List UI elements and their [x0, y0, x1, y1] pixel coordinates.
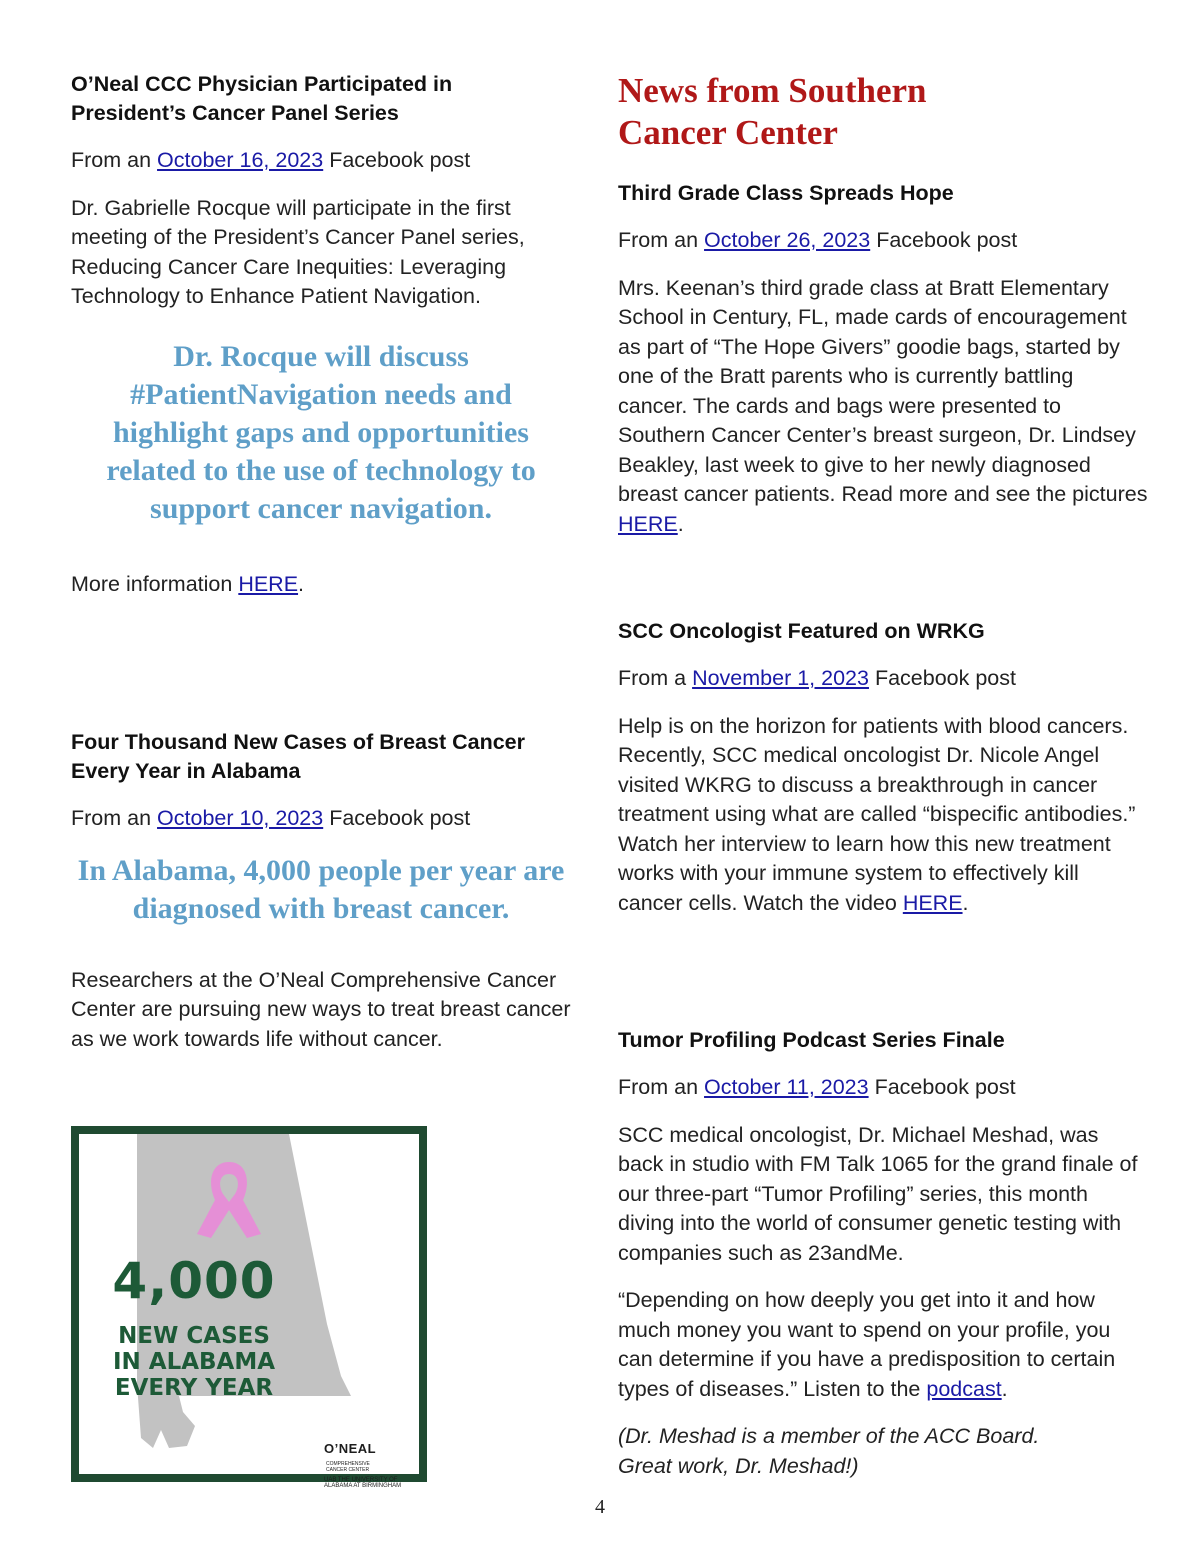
source-date-link[interactable]: October 10, 2023	[157, 806, 324, 830]
article-note: (Dr. Meshad is a member of the ACC Board. Great work, Dr. Meshad!)	[618, 1424, 1040, 1478]
article-podcast	[618, 1026, 1148, 1481]
pull-quote: Dr. Rocque will discuss #PatientNavigation needs and highlight gaps and opportunities related to the use of technology to support cancer navigation.	[106, 339, 536, 525]
watch-video-link[interactable]: HERE	[902, 890, 963, 915]
article-source: From a November 1, 2023 Facebook post	[618, 666, 1016, 690]
section-title: News from Southern Cancer Center	[618, 71, 927, 152]
article-third-grade	[618, 179, 1148, 539]
breast-cancer-infographic	[71, 1126, 427, 1489]
article-body: Help is on the horizon for patients with blood cancers. Recently, SCC medical oncologist Dr. Nicole Angel visited WKRG to discuss a breakthrough in cancer treatment using what are called “bispecific antibodies.” Watch her interview to learn how this new treatment works with your immune system to effectively kill cancer cells. Watch the video HERE.	[618, 713, 1136, 915]
source-date-link[interactable]: October 11, 2023	[704, 1075, 869, 1099]
article-body: SCC medical oncologist, Dr. Michael Meshad, was back in studio with FM Talk 1065 for the grand finale of our three-part “Tumor Profiling” series, this month diving into the world of consumer genetic testing with companies such as 23andMe.	[618, 1122, 1138, 1265]
more-info-link[interactable]: HERE	[238, 571, 299, 596]
oneal-logo: O’NEAL COMPREHENSIVE CANCER CENTER UAB THE UNIVERSITY OF ALABAMA AT BIRMINGHAM	[324, 1441, 402, 1489]
article-rocque	[71, 70, 571, 599]
article-body: Researchers at the O’Neal Comprehensive Cancer Center are pursuing new ways to treat breast cancer as we work towards life without cancer.	[71, 967, 571, 1051]
article-source: From an October 26, 2023 Facebook post	[618, 228, 1018, 252]
article-title: Four Thousand New Cases of Breast Cancer Every Year in Alabama	[71, 730, 525, 783]
infographic-line: EVERY YEAR	[114, 1375, 274, 1401]
pull-quote: In Alabama, 4,000 people per year are diagnosed with breast cancer.	[77, 853, 565, 925]
article-source: From an October 16, 2023 Facebook post	[71, 148, 471, 172]
source-date-link[interactable]: November 1, 2023	[692, 666, 869, 690]
podcast-link[interactable]: podcast	[926, 1376, 1002, 1401]
infographic-number: 4,000	[112, 1252, 276, 1310]
article-quote: “Depending on how deeply you get into it and how much money you want to spend on your profile, you can determine if you have a predisposition to certain types of diseases.” Listen to the podcast.	[618, 1288, 1116, 1401]
article-title: O’Neal CCC Physician Participated in President’s Cancer Panel Series	[71, 72, 453, 125]
article-source: From an October 10, 2023 Facebook post	[71, 806, 471, 830]
source-date-link[interactable]: October 26, 2023	[704, 228, 871, 252]
more-info: More information HERE.	[71, 571, 305, 596]
page-number: 4	[595, 1496, 605, 1518]
article-title: Tumor Profiling Podcast Series Finale	[618, 1028, 1005, 1052]
article-title: Third Grade Class Spreads Hope	[618, 181, 954, 205]
read-more-link[interactable]: HERE	[618, 511, 678, 536]
article-source: From an October 11, 2023 Facebook post	[618, 1075, 1016, 1099]
article-body: Dr. Gabrielle Rocque will participate in the first meeting of the President’s Cancer Panel series, Reducing Cancer Care Inequities: Leveraging Technology to Enhance Patient Navigation.	[71, 195, 525, 308]
article-title: SCC Oncologist Featured on WRKG	[618, 619, 985, 643]
infographic-line: NEW CASES	[118, 1323, 270, 1349]
article-body: Mrs. Keenan’s third grade class at Bratt Elementary School in Century, FL, made cards of encouragement as part of “The Hope Givers” goodie bags, started by one of the Bratt parents who is currently battling cancer. The cards and bags were presented to Southern Cancer Center’s breast surgeon, Dr. Lindsey Beakley, last week to give to her newly diagnosed breast cancer patients. Read more and see the pictures HERE.	[618, 275, 1148, 536]
infographic-panel	[79, 1134, 419, 1489]
infographic-line: IN ALABAMA	[112, 1349, 276, 1375]
section-header	[618, 70, 1148, 154]
article-breast-cancer	[71, 728, 571, 1054]
source-date-link[interactable]: October 16, 2023	[157, 148, 324, 172]
article-wrkg	[618, 617, 1148, 918]
